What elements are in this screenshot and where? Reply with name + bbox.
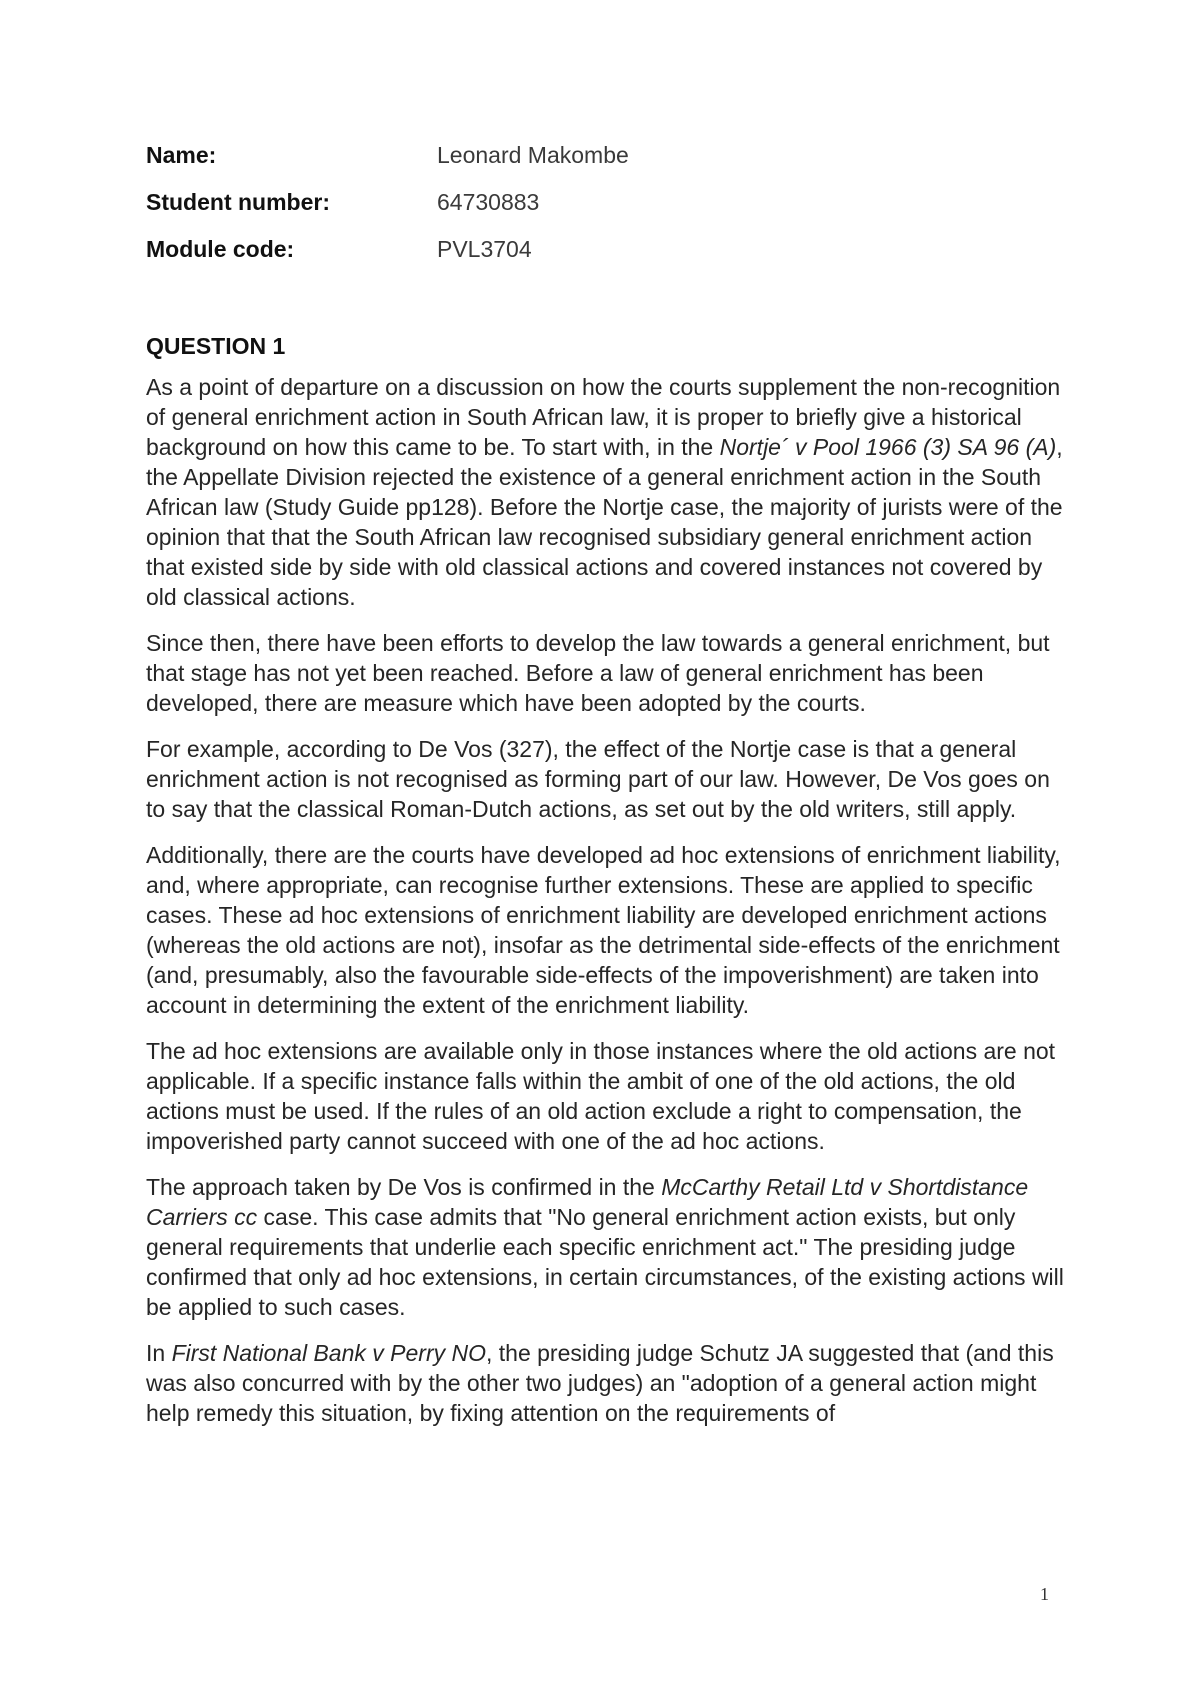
paragraph-1-text-b: , the Appellate Division rejected the existence of a general enrichment action in the South African law (Study Guide pp128). Before the Nortje case, the majority of jurists were of the opinion that that the South African law recognised subsidiary general enrichment action that existed side by side with old classical actions and covered instances not covered by old classical actions. [146,434,1063,610]
question-body [146,331,1066,1444]
paragraph-5: The ad hoc extensions are available only in those instances where the old actions are not applicable. If a specific instance falls within the ambit of one of the old actions, the old actions must be used. If the rules of an old action exclude a right to compensation, the impoverished party cannot succeed with one of the ad hoc actions. [146,1038,1056,1154]
paragraph-4: Additionally, there are the courts have developed ad hoc extensions of enrichment liability, and, where appropriate, can recognise further extensions. These are applied to specific cases. These ad hoc extensions of enrichment liability are developed enrichment actions (whereas the old actions are not), insofar as the detrimental side-effects of the enrichment (and, presumably, also the favourable side-effects of the impoverishment) are taken into account in determining the extent of the enrichment liability. [146,842,1061,1018]
paragraph-2: Since then, there have been efforts to develop the law towards a general enrichment, but that stage has not yet been reached. Before a law of general enrichment has been developed, there are measure which have been adopted by the courts. [146,630,1050,716]
student-details [146,140,1046,281]
paragraph-6-text-a: The approach taken by De Vos is confirmed in the [146,1174,662,1200]
paragraph-1-case-citation: Nortje´ v Pool 1966 (3) SA 96 (A) [719,434,1057,460]
paragraph-6 [146,1172,1066,1322]
student-number-value: 64730883 [437,189,540,215]
paragraph-6-case-citation: McCarthy Retail Ltd v Shortdistance Carriers cc [146,1174,1029,1230]
paragraph-1-text-a: As a point of departure on a discussion on how the courts supplement the non-recognition of general enrichment action in South African law, it is proper to briefly give a historical background on how this came to be. To start with, in the [146,374,1061,460]
paragraph-1 [146,372,1066,612]
module-code-row [146,234,1046,281]
paragraph-7 [146,1338,1066,1428]
name-value: Leonard Makombe [437,142,629,168]
paragraph-7-text-b: , the presiding judge Schutz JA suggested that (and this was also concurred with by the other two judges) an "adoption of a general action might help remedy this situation, by fixing attention on the requirements of [146,1340,1054,1426]
paragraph-3: For example, according to De Vos (327), the effect of the Nortje case is that a general enrichment action is not recognised as forming part of our law. However, De Vos goes on to say that the classical Roman-Dutch actions, as set out by the old writers, still apply. [146,736,1050,822]
paragraph-7-case-citation: First National Bank v Perry NO [171,1340,486,1366]
paragraph-7-text-a: In [146,1340,172,1366]
name-label: Name: [146,142,217,168]
module-code-value: PVL3704 [437,236,532,262]
page-number: 1 [1040,1584,1049,1604]
paragraph-6-text-b: case. This case admits that "No general enrichment action exists, but only general requirements that underlie each specific enrichment act." The presiding judge confirmed that only ad hoc extensions, in certain circumstances, of the existing actions will be applied to such cases. [146,1204,1064,1320]
question-heading: QUESTION 1 [146,333,286,359]
student-number-row [146,187,1046,234]
name-row [146,140,1046,187]
student-number-label: Student number: [146,189,330,215]
module-code-label: Module code: [146,236,295,262]
